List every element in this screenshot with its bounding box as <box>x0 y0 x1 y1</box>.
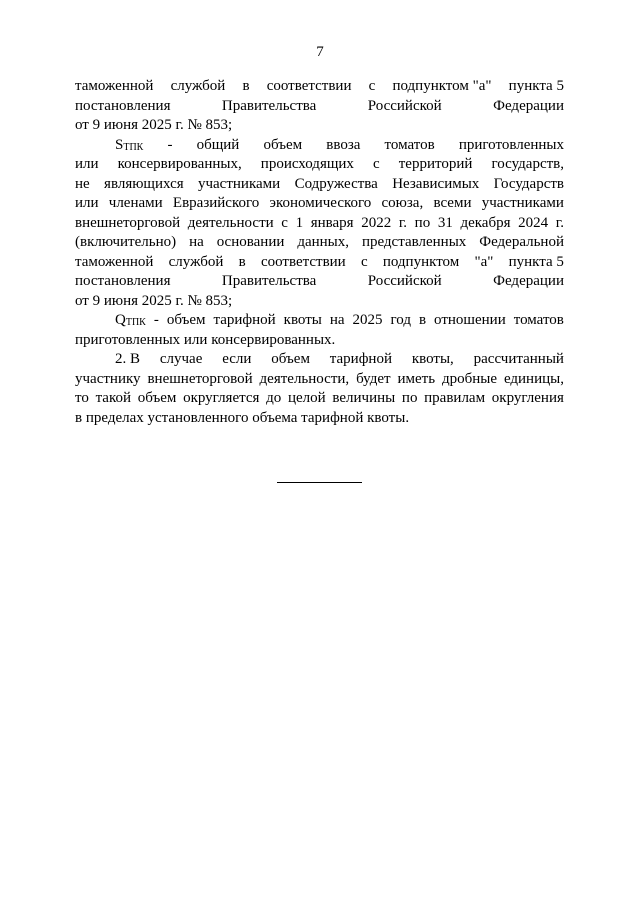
word: или <box>75 156 99 172</box>
word: пункта 5 <box>508 78 564 94</box>
word: 31 <box>437 214 453 231</box>
word: 2024 <box>518 214 549 231</box>
word: единицы, <box>503 370 564 387</box>
word: государств, <box>491 156 564 172</box>
word: объем <box>263 136 303 153</box>
text-line-12: от 9 июня 2025 г. № 853; <box>75 292 233 309</box>
text-line-14: приготовленных или консервированных. <box>75 331 336 348</box>
word: подпунктом "а" <box>392 78 492 94</box>
word: в <box>242 78 250 94</box>
word: соответствии <box>266 78 352 94</box>
word: на <box>329 312 345 328</box>
word: квоты, <box>411 351 454 367</box>
word: 2025 <box>352 312 383 328</box>
word: происходящих <box>260 156 354 172</box>
word: иметь <box>397 370 436 387</box>
word: Евразийского <box>172 195 260 211</box>
word: с <box>373 156 380 172</box>
text-line-5 <box>75 155 564 175</box>
word: членами <box>108 195 163 211</box>
text-line-7 <box>75 194 564 214</box>
word: внешнеторговой <box>75 214 181 231</box>
variable-subscript: ТПК <box>125 317 146 328</box>
word: приготовленных <box>458 136 564 153</box>
word: то <box>75 390 89 406</box>
word: с <box>281 214 288 231</box>
word: "а" <box>474 253 494 270</box>
page-number: 7 <box>316 44 324 60</box>
variable-symbol: S <box>115 136 124 153</box>
word: деятельности <box>187 214 274 231</box>
word: по <box>401 390 418 406</box>
word: 2022 <box>361 214 392 231</box>
text-line-8 <box>75 214 564 234</box>
word: Федерации <box>493 273 564 289</box>
word: томатов <box>513 312 564 328</box>
word: являющихся <box>104 175 184 192</box>
word: в <box>238 253 246 270</box>
text-line-2 <box>75 97 564 117</box>
word: если <box>222 351 252 367</box>
word: правилам <box>424 390 486 406</box>
text-line-6 <box>75 175 564 195</box>
word: Российской <box>367 97 442 114</box>
word: всеми <box>433 195 472 211</box>
word: ввоза <box>326 136 361 153</box>
word: Федеральной <box>479 234 564 250</box>
word: или <box>75 195 99 211</box>
word: - <box>167 136 173 153</box>
variable-term <box>115 311 146 331</box>
word: участниками <box>197 175 281 192</box>
text-line-9 <box>75 233 564 253</box>
word: величины <box>332 390 396 406</box>
word: Государств <box>493 175 564 192</box>
word: не <box>75 175 90 192</box>
word: томатов <box>384 136 435 153</box>
word: случае <box>159 351 203 367</box>
word: объем <box>166 312 206 328</box>
word: тарифной <box>329 351 392 367</box>
word: с <box>360 253 368 270</box>
word: союза, <box>381 195 424 211</box>
word: таможенной <box>75 253 154 270</box>
word: в <box>418 312 427 328</box>
variable-term <box>115 136 143 156</box>
word: целой <box>287 390 326 406</box>
word: общий <box>196 136 240 153</box>
word: консервированных, <box>117 156 242 172</box>
word: экономического <box>269 195 372 211</box>
word: г. <box>555 214 564 231</box>
word: г. <box>398 214 408 231</box>
word: Независимых <box>392 175 480 192</box>
word: - <box>153 312 159 328</box>
word: территорий <box>398 156 473 172</box>
word: с <box>368 78 376 94</box>
word: объем <box>137 390 177 406</box>
variable-subscript: ТПК <box>123 141 144 153</box>
word: Правительства <box>221 273 317 289</box>
word: такой <box>95 390 132 406</box>
word: подпунктом <box>382 253 460 270</box>
word: декабря <box>460 214 511 231</box>
word: постановления <box>75 273 171 289</box>
word: Правительства <box>221 97 317 114</box>
word: Российской <box>367 273 442 289</box>
word: год <box>390 312 411 328</box>
word: тарифной <box>213 312 276 328</box>
word: на <box>189 234 204 250</box>
word: до <box>266 390 282 406</box>
word: округляется <box>183 390 260 406</box>
text-line-17 <box>75 389 564 409</box>
word: Содружества <box>294 175 378 192</box>
word: пункта 5 <box>508 253 564 270</box>
word: постановления <box>75 97 171 114</box>
word: рассчитанный <box>473 351 564 367</box>
word: объем <box>271 351 310 367</box>
word: будет <box>356 370 391 387</box>
text-line-13 <box>75 311 564 331</box>
word: внешнеторговой <box>147 370 253 387</box>
word: данных, <box>297 234 349 250</box>
word: участниками <box>481 195 564 211</box>
word: службой <box>170 78 226 94</box>
word: Федерации <box>493 97 564 114</box>
variable-symbol: Q <box>115 312 126 328</box>
text-line-10 <box>75 253 564 273</box>
word: представленных <box>361 234 467 250</box>
word: таможенной <box>75 78 154 94</box>
word: службой <box>168 253 224 270</box>
text-line-15 <box>75 350 564 370</box>
text-line-11 <box>75 272 564 292</box>
word: января <box>310 214 354 231</box>
word: отношении <box>434 312 506 328</box>
text-line-3: от 9 июня 2025 г. № 853; <box>75 117 233 133</box>
word: по <box>414 214 431 231</box>
text-line-1 <box>75 77 564 97</box>
word: 1 <box>295 214 304 231</box>
word: участнику <box>75 370 141 387</box>
word: дробные <box>441 370 498 387</box>
word: 2. В <box>115 351 141 367</box>
text-line-18: в пределах установленного объема тарифной квоты. <box>75 409 410 426</box>
text-line-16 <box>75 370 564 390</box>
word: деятельности, <box>259 370 350 387</box>
word: квоты <box>283 312 322 328</box>
document-body <box>75 77 564 428</box>
word: соответствии <box>260 253 346 270</box>
word: округления <box>491 390 564 406</box>
end-separator-line <box>277 482 362 483</box>
word: (включительно) <box>75 234 177 250</box>
text-line-4 <box>75 136 564 156</box>
word: основании <box>216 234 285 250</box>
